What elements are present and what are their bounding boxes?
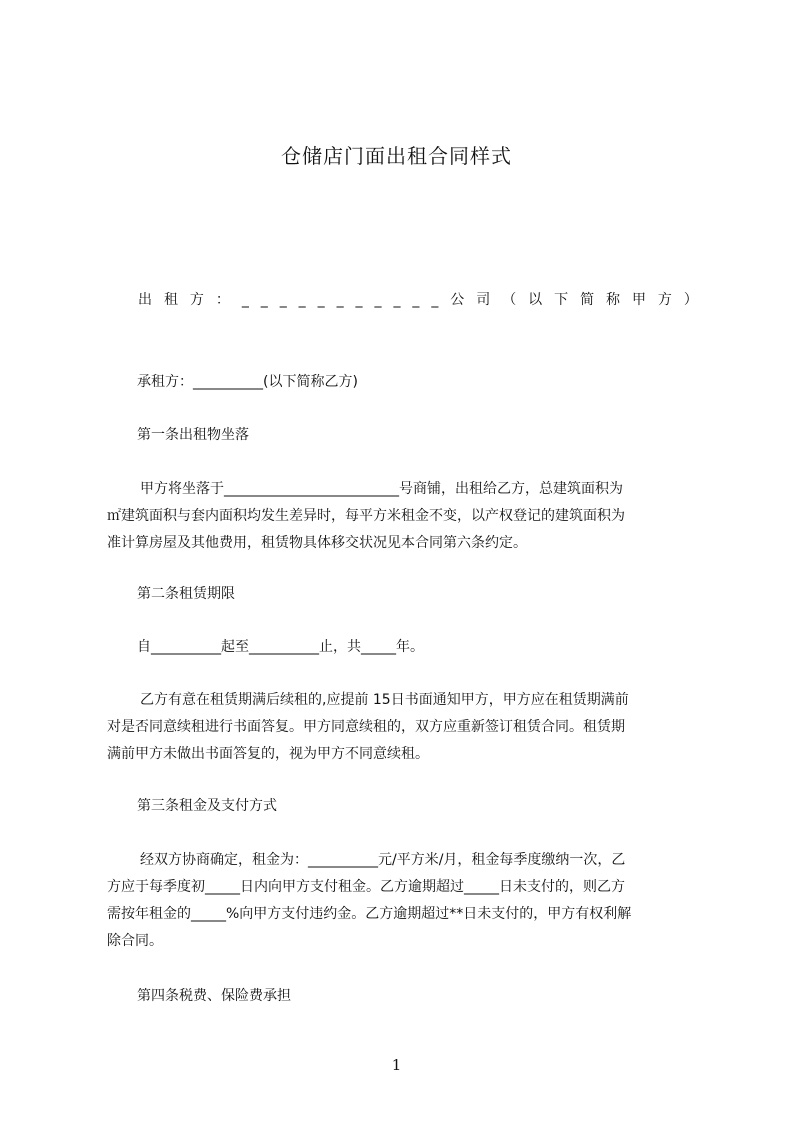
lessor-line-glyph: 出 bbox=[138, 292, 152, 308]
lessor-line-glyph: ） bbox=[683, 292, 698, 308]
lessor-line bbox=[138, 290, 698, 310]
lessor-line-glyph: _ bbox=[317, 292, 325, 308]
lessor-line-glyph: 甲 bbox=[631, 292, 646, 308]
lessor-line-glyph: _ bbox=[241, 292, 249, 308]
lessor-line-glyph: _ bbox=[412, 292, 420, 308]
lessor-line-glyph: 司 bbox=[476, 292, 491, 308]
article2-line-1: 乙方有意在租赁期满后续租的,应提前 15日书面通知甲方，甲方应在租赁期满前 bbox=[140, 692, 629, 708]
article1-heading: 第一条出租物坐落 bbox=[137, 427, 249, 443]
document-title: 仓储店门面出租合同样式 bbox=[281, 144, 512, 168]
article2-term-line: 自__________起至__________止，共_____年。 bbox=[137, 639, 424, 655]
lessor-line-glyph: 下 bbox=[554, 292, 569, 308]
article2-line-3: 满前甲方未做出书面答复的，视为甲方不同意续租。 bbox=[107, 746, 429, 762]
lessor-line-glyph: 称 bbox=[606, 292, 621, 308]
lessor-line-glyph: 方 bbox=[657, 292, 672, 308]
lessor-line-glyph: _ bbox=[279, 292, 287, 308]
lessor-line-glyph: 简 bbox=[580, 292, 595, 308]
article1-line-2: ㎡建筑面积与套内面积均发生差异时，每平方米租金不变，以产权登记的建筑面积为 bbox=[107, 508, 625, 524]
lessor-line-glyph: 以 bbox=[528, 292, 543, 308]
article3-heading: 第三条租金及支付方式 bbox=[137, 798, 277, 814]
lessor-line-glyph: _ bbox=[336, 292, 344, 308]
lessor-line-glyph: _ bbox=[355, 292, 363, 308]
page-number: 1 bbox=[391, 1056, 402, 1074]
article3-line-3: 需按年租金的_____%向甲方支付违约金。乙方逾期超过**日未支付的，甲方有权利解 bbox=[107, 906, 632, 922]
lessee-line: 承租方：__________(以下简称乙方) bbox=[137, 374, 358, 390]
lessor-line-glyph: _ bbox=[431, 292, 439, 308]
article3-line-4: 除合同。 bbox=[107, 933, 163, 949]
article1-line-1: 甲方将坐落于_________________________号商铺，出租给乙方，总建筑面积为 bbox=[140, 481, 623, 497]
article2-heading: 第二条租赁期限 bbox=[137, 586, 235, 602]
lessor-line-glyph: _ bbox=[260, 292, 268, 308]
article2-line-2: 对是否同意续租进行书面答复。甲方同意续租的，双方应重新签订租赁合同。租赁期 bbox=[107, 719, 625, 735]
article3-line-2: 方应于每季度初_____日内向甲方支付租金。乙方逾期超过_____日未支付的，则乙方 bbox=[107, 879, 625, 895]
article1-line-3: 准计算房屋及其他费用，租赁物具体移交状况见本合同第六条约定。 bbox=[107, 535, 527, 551]
lessor-line-glyph: ： bbox=[215, 292, 230, 308]
lessor-line-glyph: 租 bbox=[163, 292, 178, 308]
lessor-line-glyph: （ bbox=[502, 292, 517, 308]
lessor-line-glyph: _ bbox=[298, 292, 306, 308]
lessor-line-glyph: 公 bbox=[450, 292, 465, 308]
article4-heading: 第四条税费、保险费承担 bbox=[137, 988, 291, 1004]
lessor-line-glyph: 方 bbox=[189, 292, 204, 308]
article3-line-1: 经双方协商确定，租金为：__________元/平方米/月，租金每季度缴纳一次，乙 bbox=[140, 852, 626, 868]
lessor-line-glyph: _ bbox=[374, 292, 382, 308]
lessor-line-glyph: _ bbox=[393, 292, 401, 308]
